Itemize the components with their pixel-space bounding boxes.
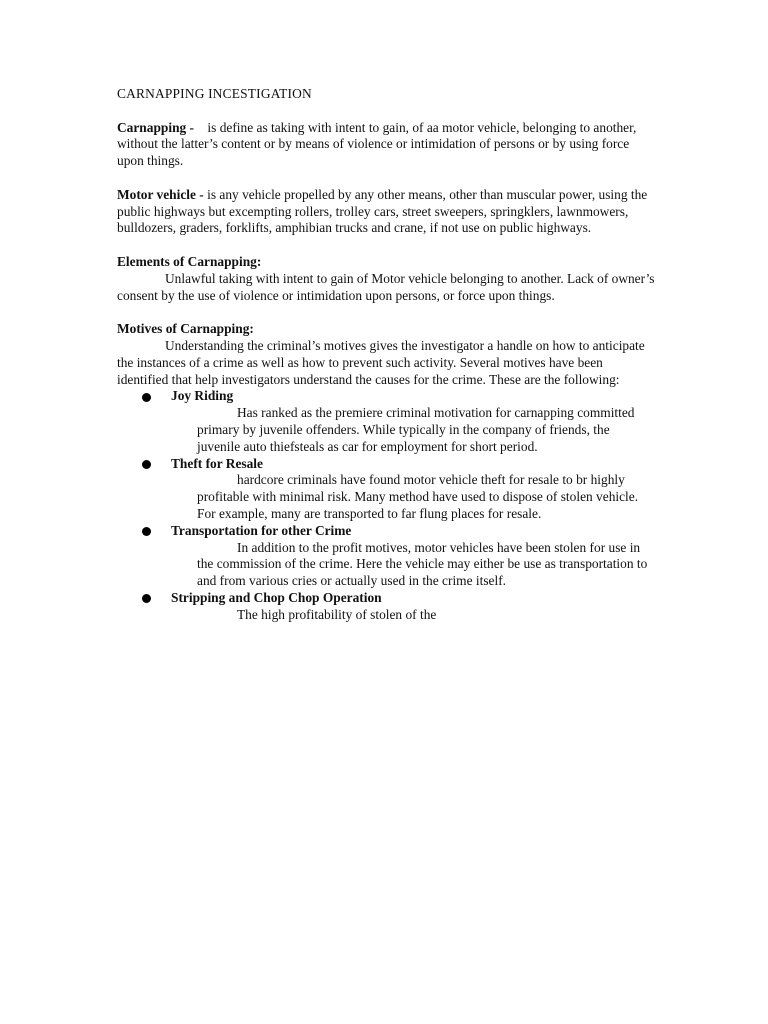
definition-text: is any vehicle propelled by any other means, other than muscular power, using the public highways but excempting rollers, trolley cars, street sweepers, springklers, lawnmowers, bulldozers, graders, forklifts, amphibian trucks and crane, if not use on public highways. <box>117 186 648 236</box>
bullet-icon <box>142 594 151 603</box>
motives-heading-text: Motives of Carnapping: <box>117 321 254 337</box>
motive-title-text: Joy Riding <box>171 388 234 404</box>
elements-heading <box>117 254 655 271</box>
motive-title <box>171 590 655 607</box>
definition-text: is define as taking with intent to gain, of aa motor vehicle, belonging to another, without the latter’s content or by means of violence or intimidation of persons or by using force upon things. <box>117 119 637 169</box>
bullet-icon <box>142 527 151 536</box>
motive-title-text: Transportation for other Crime <box>171 522 352 538</box>
motive-item-stripping <box>171 590 655 624</box>
document-page <box>117 86 655 624</box>
bullet-icon <box>142 460 151 469</box>
spacer <box>117 170 655 187</box>
spacer <box>117 237 655 254</box>
motive-title <box>171 456 655 473</box>
motive-title <box>171 523 655 540</box>
document-title: CARNAPPING INCESTIGATION <box>117 86 312 101</box>
motive-item-joy-riding <box>171 388 655 455</box>
definition-term: Motor vehicle - <box>117 186 204 202</box>
bullet-icon <box>142 393 151 402</box>
motives-heading <box>117 321 655 338</box>
motive-text: Has ranked as the premiere criminal motivation for carnapping committed primary by juvenile offenders. While typically in the company of friends, the juvenile auto thiefsteals as car for employment for short period. <box>197 405 635 454</box>
motive-title-text: Stripping and Chop Chop Operation <box>171 589 382 605</box>
spacer <box>117 304 655 321</box>
definition-carnapping <box>117 120 655 170</box>
motive-item-transportation <box>171 523 655 590</box>
motive-text: The high profitability of stolen of the <box>237 606 437 622</box>
motive-text: In addition to the profit motives, motor vehicles have been stolen for use in the commission of the crime. Here the vehicle may either be use as transportation to and from various cries or actually used in the crime itself. <box>197 539 648 589</box>
motive-item-theft-for-resale <box>171 456 655 523</box>
motive-title-text: Theft for Resale <box>171 455 263 471</box>
definition-motor-vehicle <box>117 187 655 237</box>
elements-text: Unlawful taking with intent to gain of Motor vehicle belonging to another. Lack of owner’s consent by the use of violence or intimidation upon persons, or force upon things. <box>117 270 655 303</box>
spacer <box>117 103 655 120</box>
definition-term: Carnapping - <box>117 119 195 135</box>
elements-heading-text: Elements of Carnapping: <box>117 253 262 269</box>
motive-title <box>171 388 655 405</box>
motive-text: hardcore criminals have found motor vehicle theft for resale to br highly profitable with minimal risk. Many method have used to dispose of stolen vehicle. For example, many are transported to far flung places for resale. <box>197 472 639 521</box>
motives-intro: Understanding the criminal’s motives gives the investigator a handle on how to anticipate the instances of a crime as well as how to prevent such activity. Several motives have been identified that help investigators understand the causes for the crime. These are the following: <box>117 337 645 387</box>
